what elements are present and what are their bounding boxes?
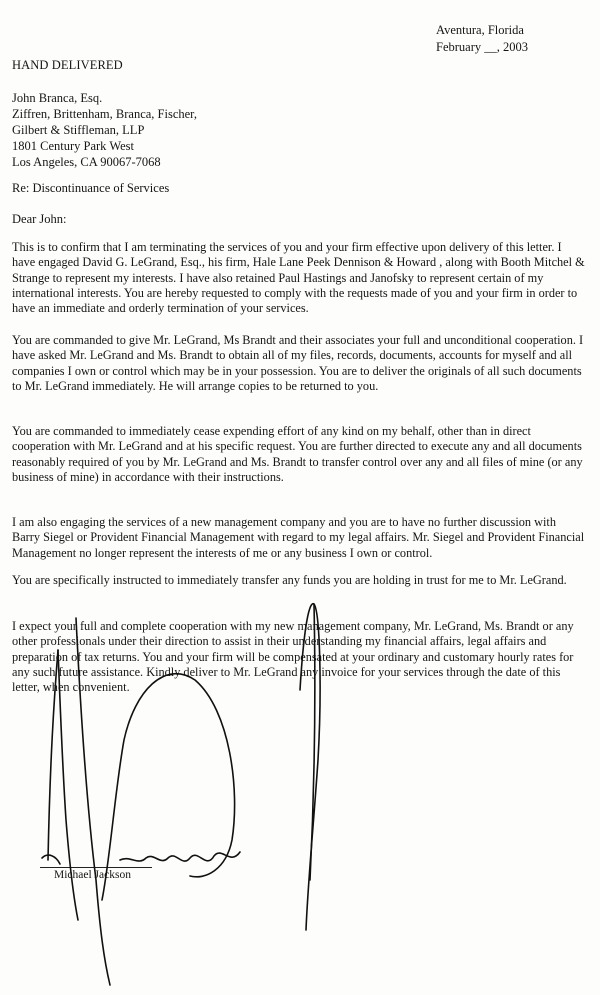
letter-header-place-date (436, 22, 528, 56)
signature-line (40, 867, 152, 868)
recipient-line: Los Angeles, CA 90067-7068 (12, 155, 161, 169)
body-paragraph: I am also engaging the services of a new management company and you are to have no further discussion with Barry Siegel or Provident Financial Management with regard to my legal affairs. Mr. Siegel and Provident Financial Management no longer represent the interests of me or any business I own or control. (12, 515, 585, 560)
recipient-line: Ziffren, Brittenham, Branca, Fischer, (12, 107, 197, 121)
letter-date: February __, 2003 (436, 40, 528, 54)
recipient-line: 1801 Century Park West (12, 139, 135, 153)
subject-line: Re: Discontinuance of Services (12, 181, 170, 195)
body-paragraph: You are commanded to immediately cease expending effort of any kind on my behalf, other than in direct cooperation with Mr. LeGrand and at his specific request. You are further directed to execute any and all documents reasonably required of you by Mr. LeGrand and Ms. Brandt to transfer control over any and all files of mine (or any business of mine) in accordance with their instructions. (12, 424, 583, 484)
recipient-address (12, 90, 197, 170)
delivery-method: HAND DELIVERED (12, 58, 123, 72)
recipient-line: Gilbert & Stiffleman, LLP (12, 123, 145, 137)
signatory-name: Michael Jackson (54, 869, 131, 881)
body-paragraph: This is to confirm that I am terminating the services of you and your firm effective upon delivery of this letter. I have engaged David G. LeGrand, Esq., his firm, Hale Lane Peek Dennison & Howard , along with Booth Mitchel & Strange to represent my interests. I have also retained Paul Hastings and Janofsky to represent certain of my international interests. You are hereby requested to comply with the requests made of you and your firm in order to have an immediate and orderly termination of your services. (12, 240, 585, 316)
body-paragraph: You are specifically instructed to immediately transfer any funds you are holding in trust for me to Mr. LeGrand. (12, 573, 567, 587)
salutation: Dear John: (12, 212, 67, 226)
body-paragraph: You are commanded to give Mr. LeGrand, Ms Brandt and their associates your full and unconditional cooperation. I have asked Mr. LeGrand and Ms. Brandt to obtain all of my files, records, documents, accounts for myself and all companies I own or control which may be in your possession. You are to deliver the originals of all such documents to Mr. LeGrand immediately. He will arrange copies to be returned to you. (12, 333, 584, 393)
recipient-line: John Branca, Esq. (12, 91, 103, 105)
letter-place: Aventura, Florida (436, 23, 524, 37)
body-paragraph: I expect your full and complete cooperation with my new management company, Mr. LeGrand, Ms. Brandt or any other professionals under their direction to assist in their understanding my financial affairs, legal affairs and preparation of tax returns. You and your firm will be compensated at your ordinary and customary hourly rates for any such future assistance. Kindly deliver to Mr. LeGrand any invoice for your services through the date of this letter, when convenient. (12, 619, 574, 695)
